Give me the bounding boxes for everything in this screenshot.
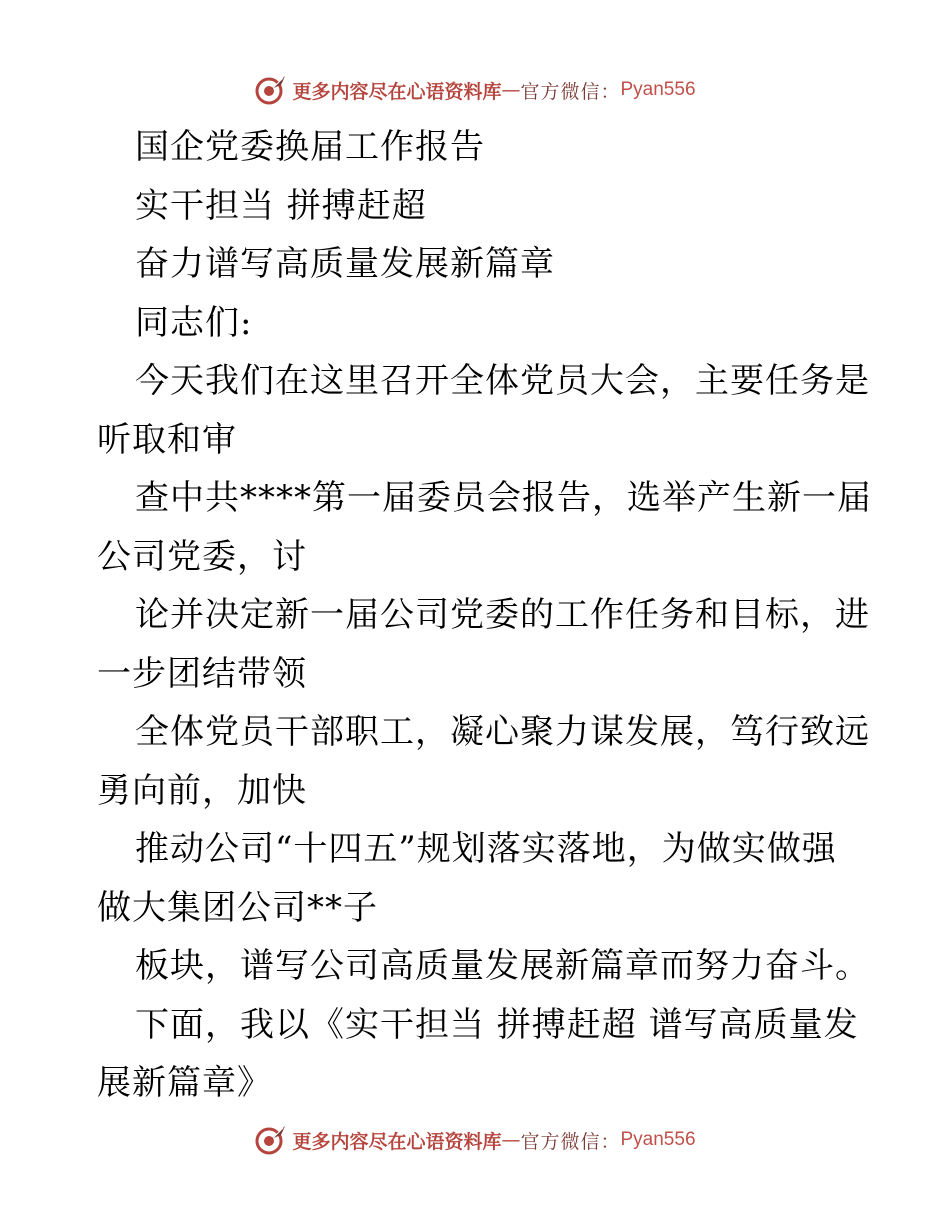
paragraph-line: 查中共****第一届委员会报告，选举产生新一届 xyxy=(135,478,872,518)
watermark-main-text: 更多内容尽在心语资料库 xyxy=(292,80,502,103)
doc-title: 国企党委换届工作报告 xyxy=(135,127,485,167)
paragraph-line: 全体党员干部职工，凝心聚力谋发展，笃行致远 xyxy=(135,712,870,752)
watermark-wechat-id: Pyan556 xyxy=(620,79,696,100)
watermark-official-label: 官方微信： xyxy=(520,80,621,103)
paragraph-line: 板块，谱写公司高质量发展新篇章而努力奋斗。 xyxy=(135,946,870,986)
footer-watermark xyxy=(0,1120,950,1160)
watermark-official-label: 官方微信： xyxy=(520,1130,621,1153)
doc-subtitle-1: 实干担当 拼搏赶超 xyxy=(135,185,427,226)
paragraph-line: 展新篇章》 xyxy=(97,1063,272,1103)
doc-subtitle-2: 奋力谱写高质量发展新篇章 xyxy=(135,244,555,284)
paragraph-line: 公司党委，讨 xyxy=(97,536,307,577)
watermark-wechat-id: Pyan556 xyxy=(620,1129,696,1150)
paragraph-line: 听取和审 xyxy=(97,419,237,460)
watermark-main-text: 更多内容尽在心语资料库 xyxy=(292,1130,502,1153)
document-body xyxy=(97,118,872,1113)
paragraph-line: 一步团结带领 xyxy=(97,653,307,694)
paragraph-line: 下面，我以《实干担当 拼搏赶超 谱写高质量发 xyxy=(135,1004,859,1045)
paragraph-line: 推动公司“十四五”规划落实落地，为做实做强 xyxy=(135,829,837,869)
watermark-separator: — xyxy=(501,79,521,101)
watermark-separator: — xyxy=(501,1129,521,1151)
paragraph-line: 今天我们在这里召开全体党员大会，主要任务是 xyxy=(135,361,870,401)
doc-salutation: 同志们: xyxy=(135,302,253,343)
header-watermark xyxy=(0,70,950,110)
paragraph-line: 勇向前，加快 xyxy=(97,770,307,811)
quill-logo-icon xyxy=(254,73,288,107)
paragraph-line: 论并决定新一届公司党委的工作任务和目标，进 xyxy=(135,595,870,635)
paragraph-line: 做大集团公司**子 xyxy=(97,887,378,928)
quill-logo-icon xyxy=(254,1123,288,1157)
